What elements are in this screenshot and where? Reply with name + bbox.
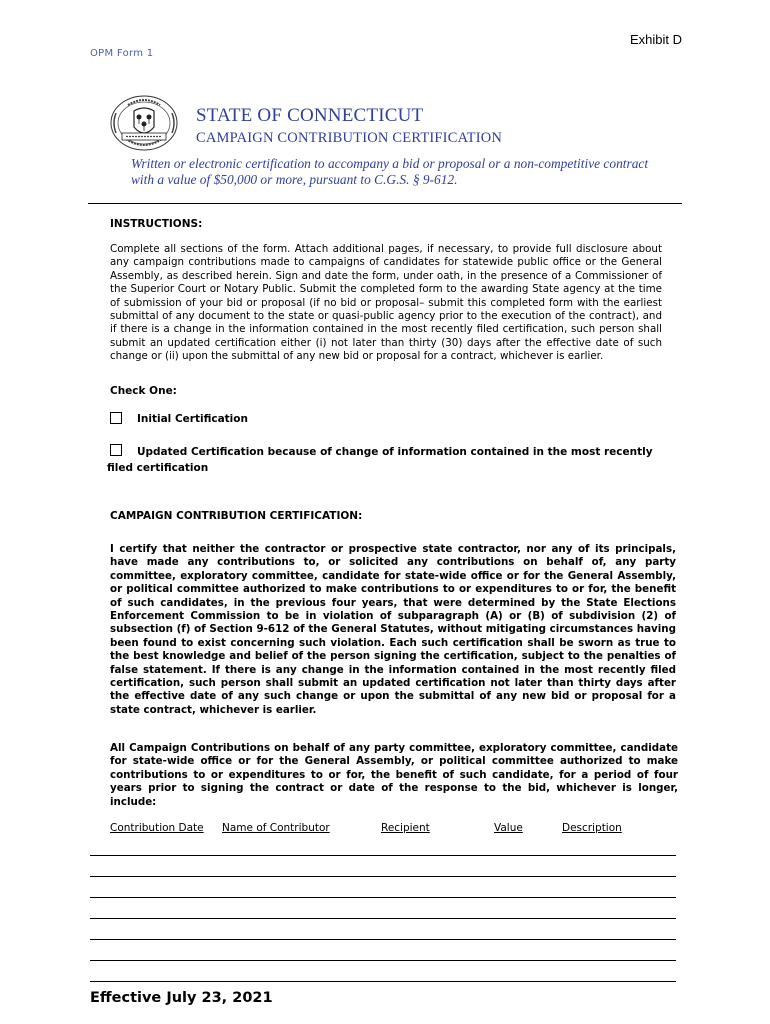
contribution-entry-line[interactable] — [90, 939, 676, 940]
initial-certification-label: Initial Certification — [137, 413, 248, 425]
contributions-intro: All Campaign Contributions on behalf of any party committee, exploratory committee, candidate for state-wide office or for the General Assembly, or political committee authorized to make contributions to or expenditures to or for, the benefit of such candidate, for a period of four years prior to signing the contract or date of the response to the bid, whichever is longer, include: — [110, 742, 678, 808]
contribution-entry-line[interactable] — [90, 981, 676, 982]
contribution-entry-line[interactable] — [90, 918, 676, 919]
contribution-entry-line[interactable] — [90, 960, 676, 961]
column-header-recipient: Recipient — [381, 822, 430, 834]
certification-heading: CAMPAIGN CONTRIBUTION CERTIFICATION: — [110, 510, 363, 522]
form-description: Written or electronic certification to accompany a bid or proposal or a non-competitive contract with a value of $50,000 or more, pursuant to C.G.S. § 9-612. — [131, 156, 649, 187]
initial-certification-checkbox[interactable] — [110, 412, 122, 424]
contribution-entry-line[interactable] — [90, 855, 676, 856]
exhibit-label: Exhibit D — [629, 32, 682, 47]
column-header-value: Value — [494, 822, 523, 834]
updated-certification-label-continued: filed certification — [107, 462, 209, 474]
contribution-entry-line[interactable] — [90, 876, 676, 877]
instructions-heading: INSTRUCTIONS: — [110, 218, 203, 230]
state-seal-icon — [108, 93, 180, 153]
page-subtitle: CAMPAIGN CONTRIBUTION CERTIFICATION — [196, 130, 503, 146]
instructions-body: Complete all sections of the form. Attach additional pages, if necessary, to provide full disclosure about any campaign contributions made to campaigns of candidates for statewide public office or the General Assembly, as described herein. Sign and date the form, under oath, in the presence of a Commissioner of the Superior Court or Notary Public. Submit the completed form to the awarding State agency at the time of submission of your bid or proposal (if no bid or proposal– submit this completed form with the earliest submittal of any document to the state or quasi-public agency prior to the execution of the contract), and if there is a change in the information contained in the most recently filed certification, such person shall submit an updated certification either (i) not later than thirty (30) days after the effective date of such change or (ii) upon the submittal of any new bid or proposal for a contract, whichever is earlier. — [110, 243, 662, 363]
effective-date: Effective July 23, 2021 — [90, 990, 273, 1006]
header-divider — [88, 203, 682, 204]
column-header-description: Description — [562, 822, 622, 834]
form-id: OPM Form 1 — [90, 48, 154, 59]
updated-certification-checkbox[interactable] — [110, 444, 122, 456]
column-header-contribution-date: Contribution Date — [110, 822, 204, 834]
updated-certification-label: Updated Certification because of change of information contained in the most recently — [137, 446, 653, 458]
check-one-label: Check One: — [110, 385, 177, 397]
page-title: STATE OF CONNECTICUT — [196, 105, 424, 126]
certification-body: I certify that neither the contractor or prospective state contractor, nor any of its principals, have made any contributions to, or solicited any contributions on behalf of, any party committee, exploratory committee, candidate for state-wide office or for the General Assembly, or political committee authorized to make contributions to or expenditures to or for, the benefit of such candidates, in the previous four years, that were determined by the State Elections Enforcement Commission to be in violation of subparagraph (A) or (B) of subdivision (2) of subsection (f) of Section 9-612 of the General Statutes, without mitigating circumstances having been found to exist concerning such violation. Each such certification shall be sworn as true to the best knowledge and belief of the person signing the certification, subject to the penalties of false statement. If there is any change in the information contained in the most recently filed certification, such person shall submit an updated certification not later than thirty days after the effective date of any such change or upon the submittal of any new bid or proposal for a state contract, whichever is earlier. — [110, 543, 676, 716]
column-header-name-of-contributor: Name of Contributor — [222, 822, 330, 834]
contribution-entry-line[interactable] — [90, 897, 676, 898]
